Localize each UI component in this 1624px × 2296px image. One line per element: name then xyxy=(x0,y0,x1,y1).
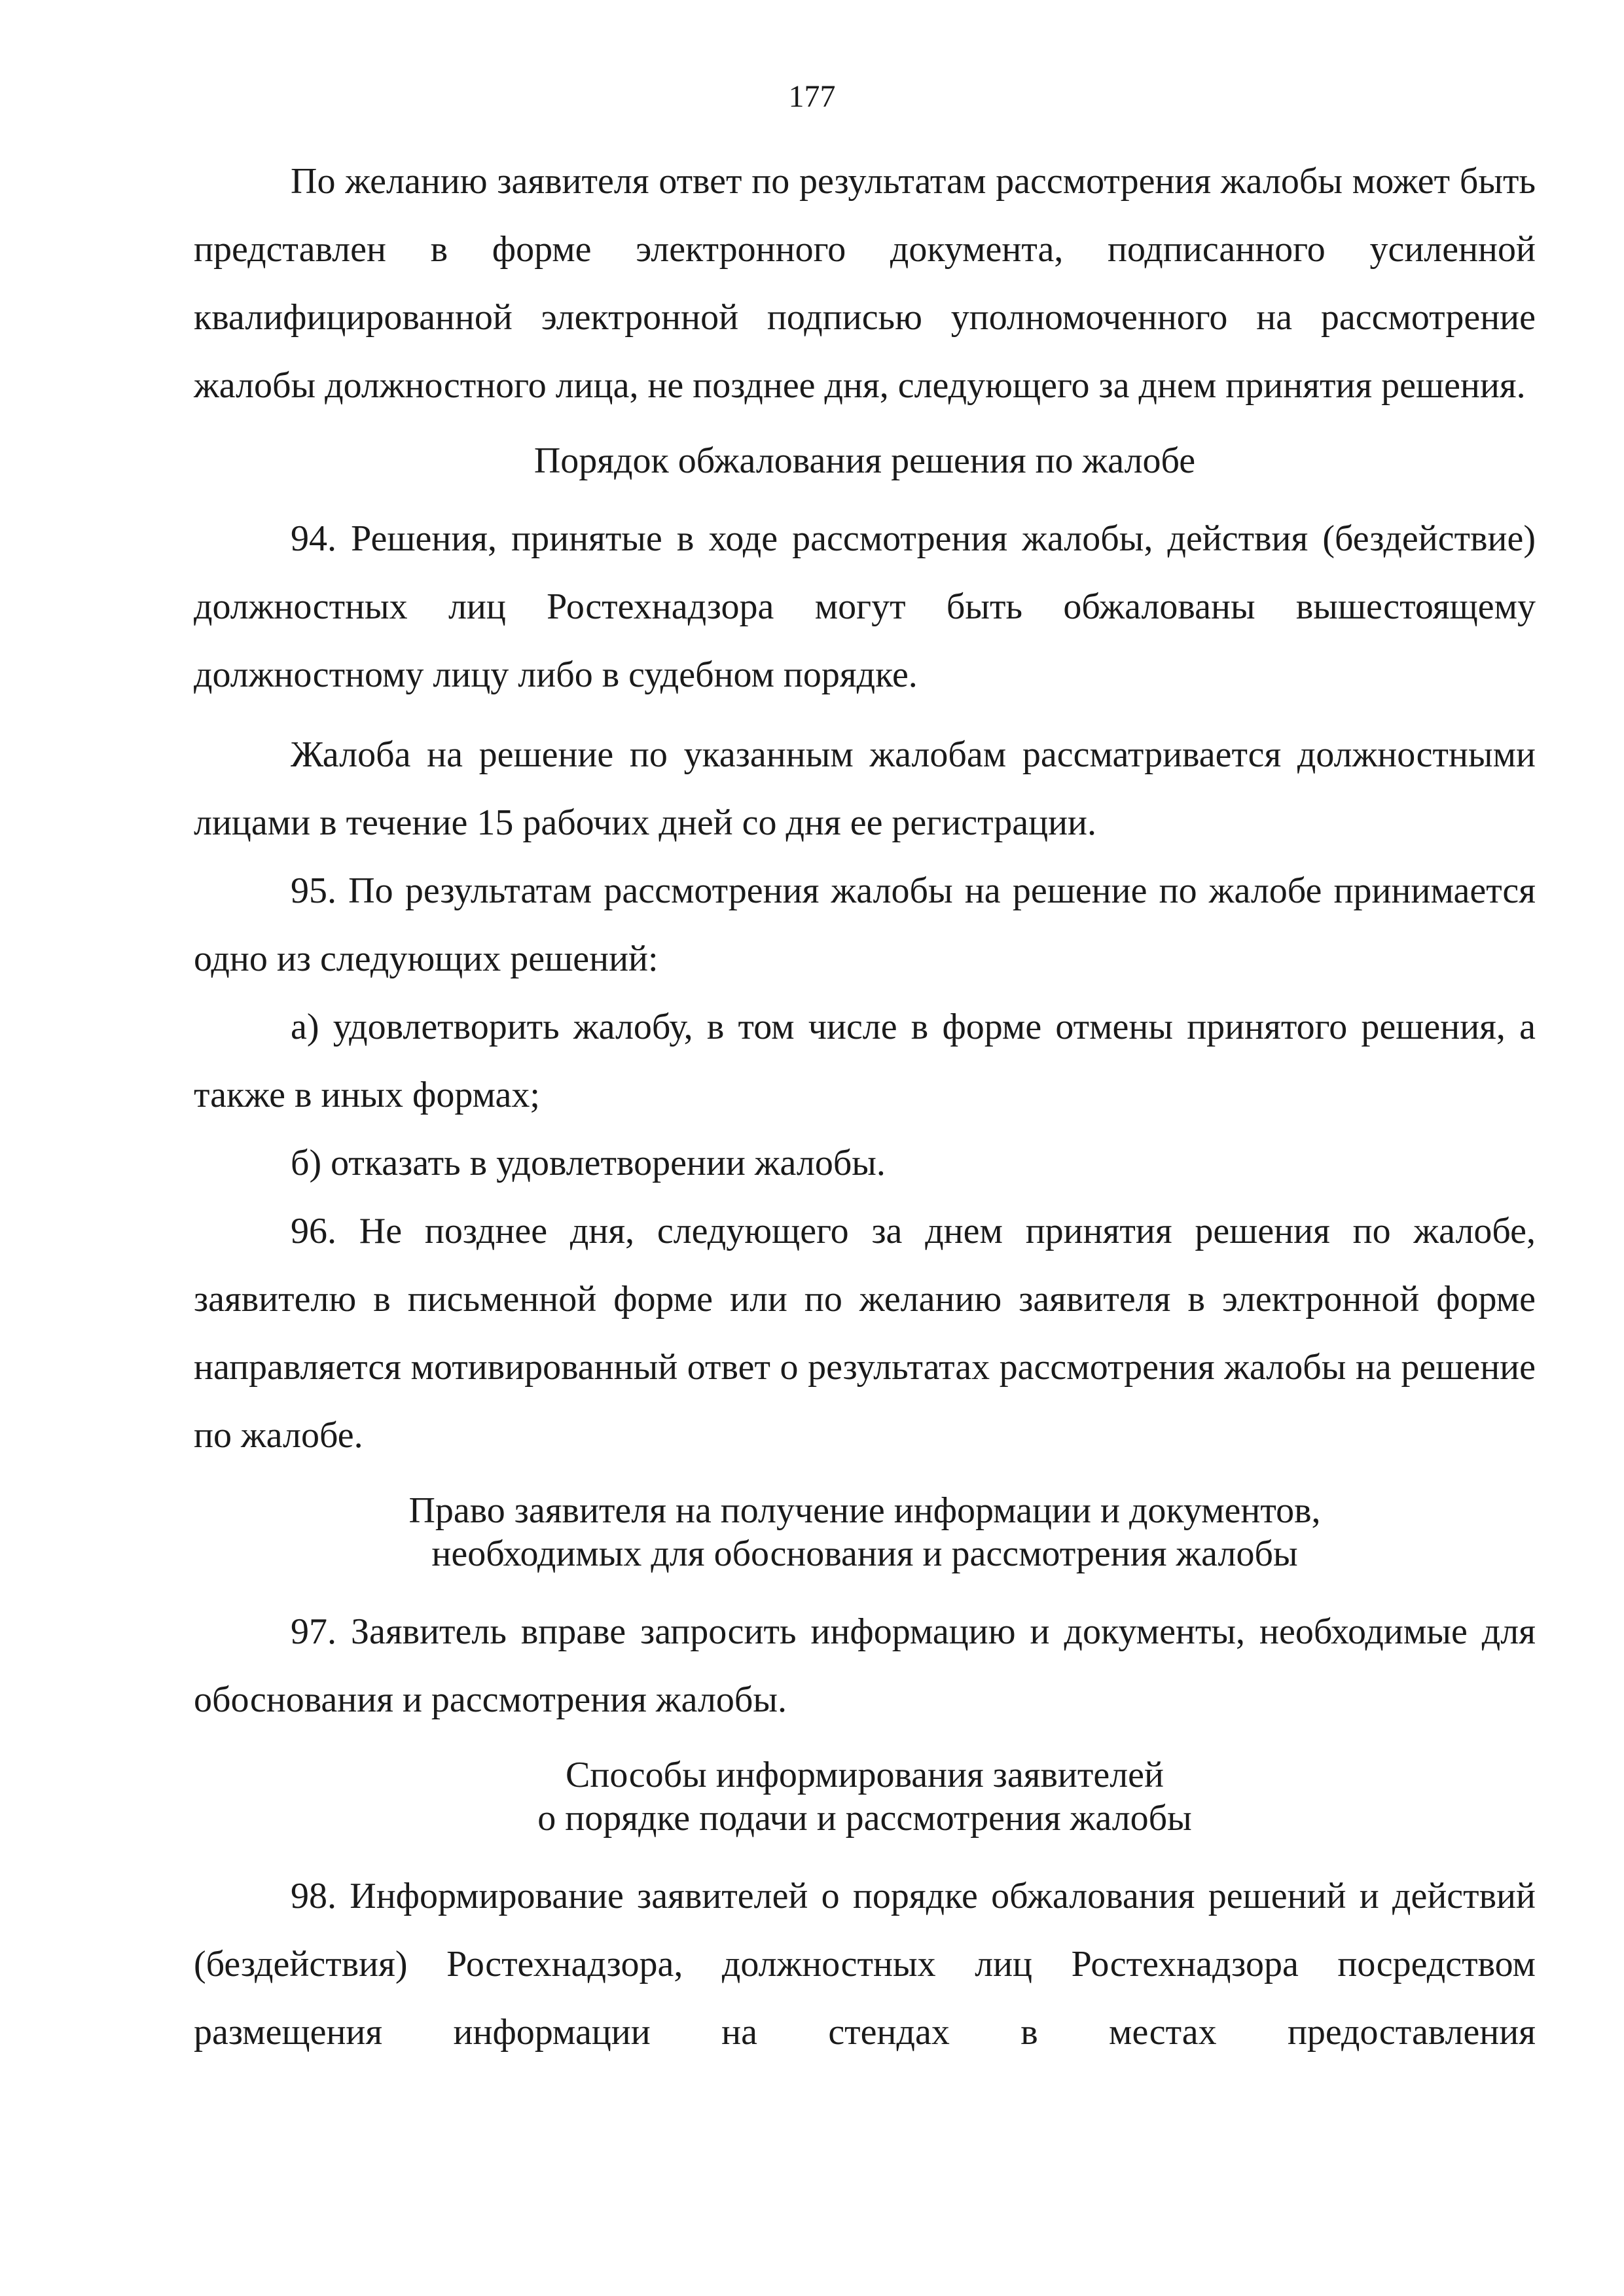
paragraph-94: 94. Решения, принятые в ходе рассмотрения жалобы, действия (бездействие) должностных лиц Ростехнадзора могут быть обжалованы вышестоящему должностному лицу либо в судебном порядке. xyxy=(194,518,1536,695)
paragraph-98: 98. Информирование заявителей о порядке обжалования решений и действий (бездействия) Ростехнадзора, должностных лиц Ростехнадзора посредством размещения информации на стендах в местах предоставления xyxy=(194,1876,1536,2053)
page-number: 177 xyxy=(788,79,836,114)
heading-line: о порядке подачи и рассмотрения жалобы xyxy=(537,1798,1192,1839)
paragraph-95b: б) отказать в удовлетворении жалобы. xyxy=(291,1143,886,1183)
section-heading-appeal-procedure xyxy=(194,439,1536,482)
heading-line: Порядок обжалования решения по жалобе xyxy=(533,440,1196,481)
paragraph-96: 96. Не позднее дня, следующего за днем принятия решения по жалобе, заявителю в письменной форме или по желанию заявителя в электронной форме направляется мотивированный ответ о результатах рассмотрения жалобы на решение по жалобе. xyxy=(194,1211,1536,1456)
paragraph-97: 97. Заявитель вправе запросить информацию и документы, необходимые для обоснования и рассмотрения жалобы. xyxy=(194,1611,1536,1720)
paragraph-95a: а) удовлетворить жалобу, в том числе в форме отмены принятого решения, а также в иных формах; xyxy=(194,1007,1536,1115)
section-heading-right-to-information xyxy=(194,1489,1536,1575)
paragraph-response-form: По желанию заявителя ответ по результатам рассмотрения жалобы может быть представлен в форме электронного документа, подписанного усиленной квалифицированной электронной подписью уполномоченного на рассмотрение жалобы должностного лица, не позднее дня, следующего за днем принятия решения. xyxy=(194,161,1536,406)
heading-line: необходимых для обоснования и рассмотрения жалобы xyxy=(431,1534,1298,1574)
paragraph-95: 95. По результатам рассмотрения жалобы на решение по жалобе принимается одно из следующих решений: xyxy=(194,870,1536,979)
section-heading-informing-methods xyxy=(194,1753,1536,1840)
paragraph-complaint-review: Жалоба на решение по указанным жалобам рассматривается должностными лицами в течение 15 рабочих дней со дня ее регистрации. xyxy=(194,734,1536,843)
heading-line: Право заявителя на получение информации и документов, xyxy=(408,1490,1321,1531)
document-body xyxy=(194,147,1536,2066)
heading-line: Способы информирования заявителей xyxy=(566,1755,1164,1795)
